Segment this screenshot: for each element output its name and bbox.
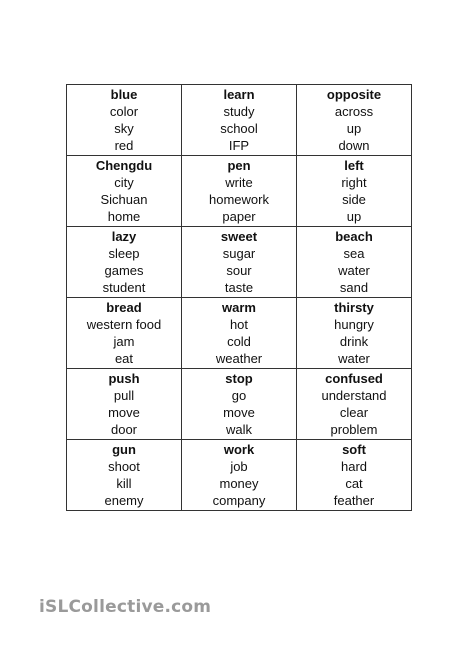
card-header-word: push bbox=[108, 371, 140, 386]
word-card bbox=[182, 156, 297, 227]
card-word: school bbox=[220, 121, 258, 136]
card-header-word: gun bbox=[112, 442, 136, 457]
card-word: walk bbox=[225, 422, 252, 437]
card-word: job bbox=[230, 459, 248, 474]
card-header-word: lazy bbox=[111, 229, 137, 244]
card-word: hard bbox=[340, 459, 368, 474]
card-word: home bbox=[107, 209, 141, 224]
card-header-word: opposite bbox=[326, 87, 382, 102]
card-word: taste bbox=[224, 280, 254, 295]
table-row bbox=[67, 85, 412, 156]
card-header-word: stop bbox=[225, 371, 253, 386]
word-card bbox=[67, 85, 182, 156]
word-card bbox=[297, 440, 412, 511]
card-header-word: sweet bbox=[220, 229, 258, 244]
word-card bbox=[182, 298, 297, 369]
card-word: enemy bbox=[104, 493, 144, 508]
card-word: side bbox=[342, 192, 366, 207]
card-word: sugar bbox=[222, 246, 256, 261]
card-word: eat bbox=[114, 351, 134, 366]
card-word: student bbox=[102, 280, 146, 295]
card-word: hot bbox=[229, 317, 249, 332]
card-word: clear bbox=[339, 405, 369, 420]
site-watermark: iSLCollective.com bbox=[39, 597, 212, 617]
word-card bbox=[182, 227, 297, 298]
card-header-word: warm bbox=[222, 300, 256, 315]
card-header-word: thirsty bbox=[334, 300, 374, 315]
card-word: company bbox=[212, 493, 266, 508]
card-word: study bbox=[223, 104, 255, 119]
word-card bbox=[182, 369, 297, 440]
card-header-word: work bbox=[223, 442, 255, 457]
word-card bbox=[297, 227, 412, 298]
card-word: sky bbox=[114, 121, 134, 136]
card-word: go bbox=[231, 388, 247, 403]
card-word: sea bbox=[343, 246, 365, 261]
card-word: water bbox=[338, 263, 370, 278]
card-header-word: learn bbox=[223, 87, 255, 102]
card-word: paper bbox=[222, 209, 256, 224]
card-word: sand bbox=[339, 280, 369, 295]
card-word: city bbox=[114, 175, 134, 190]
word-card bbox=[297, 156, 412, 227]
word-card bbox=[67, 156, 182, 227]
card-word: cold bbox=[227, 334, 251, 349]
card-word: kill bbox=[116, 476, 132, 491]
card-word: IFP bbox=[228, 138, 250, 153]
card-header-word: Chengdu bbox=[95, 158, 153, 173]
word-card bbox=[297, 298, 412, 369]
word-card bbox=[182, 440, 297, 511]
table-row bbox=[67, 298, 412, 369]
table-row bbox=[67, 227, 412, 298]
card-header-word: blue bbox=[110, 87, 138, 102]
card-word: Sichuan bbox=[100, 192, 148, 207]
card-word: shoot bbox=[108, 459, 140, 474]
card-word: water bbox=[338, 351, 370, 366]
card-word: across bbox=[334, 104, 374, 119]
card-header-word: bread bbox=[106, 300, 142, 315]
word-card bbox=[297, 369, 412, 440]
card-word: pull bbox=[113, 388, 135, 403]
card-header-word: confused bbox=[325, 371, 383, 386]
card-word: move bbox=[223, 405, 255, 420]
card-word: color bbox=[109, 104, 139, 119]
word-card bbox=[182, 85, 297, 156]
word-card bbox=[67, 298, 182, 369]
card-word: right bbox=[341, 175, 367, 190]
card-word: write bbox=[225, 175, 253, 190]
card-header-word: pen bbox=[227, 158, 251, 173]
card-word: money bbox=[219, 476, 259, 491]
card-word: understand bbox=[321, 388, 387, 403]
card-word: sleep bbox=[108, 246, 140, 261]
card-word: western food bbox=[86, 317, 162, 332]
card-word: red bbox=[114, 138, 134, 153]
card-word: problem bbox=[330, 422, 378, 437]
word-card bbox=[67, 227, 182, 298]
word-card-table bbox=[66, 84, 412, 511]
card-word: feather bbox=[333, 493, 375, 508]
card-header-word: soft bbox=[342, 442, 366, 457]
card-word: move bbox=[108, 405, 140, 420]
card-word: down bbox=[338, 138, 370, 153]
word-card bbox=[67, 440, 182, 511]
card-word: jam bbox=[113, 334, 135, 349]
card-word: sour bbox=[226, 263, 252, 278]
card-word: homework bbox=[209, 192, 269, 207]
card-header-word: left bbox=[344, 158, 364, 173]
table-row bbox=[67, 369, 412, 440]
card-word: games bbox=[104, 263, 144, 278]
word-card bbox=[297, 85, 412, 156]
word-card bbox=[67, 369, 182, 440]
card-word: door bbox=[110, 422, 138, 437]
table-row bbox=[67, 156, 412, 227]
card-header-word: beach bbox=[335, 229, 373, 244]
card-word: weather bbox=[215, 351, 263, 366]
card-word: hungry bbox=[334, 317, 374, 332]
card-word: up bbox=[346, 209, 362, 224]
table-row bbox=[67, 440, 412, 511]
card-word: cat bbox=[345, 476, 363, 491]
card-word: drink bbox=[339, 334, 369, 349]
card-word: up bbox=[346, 121, 362, 136]
